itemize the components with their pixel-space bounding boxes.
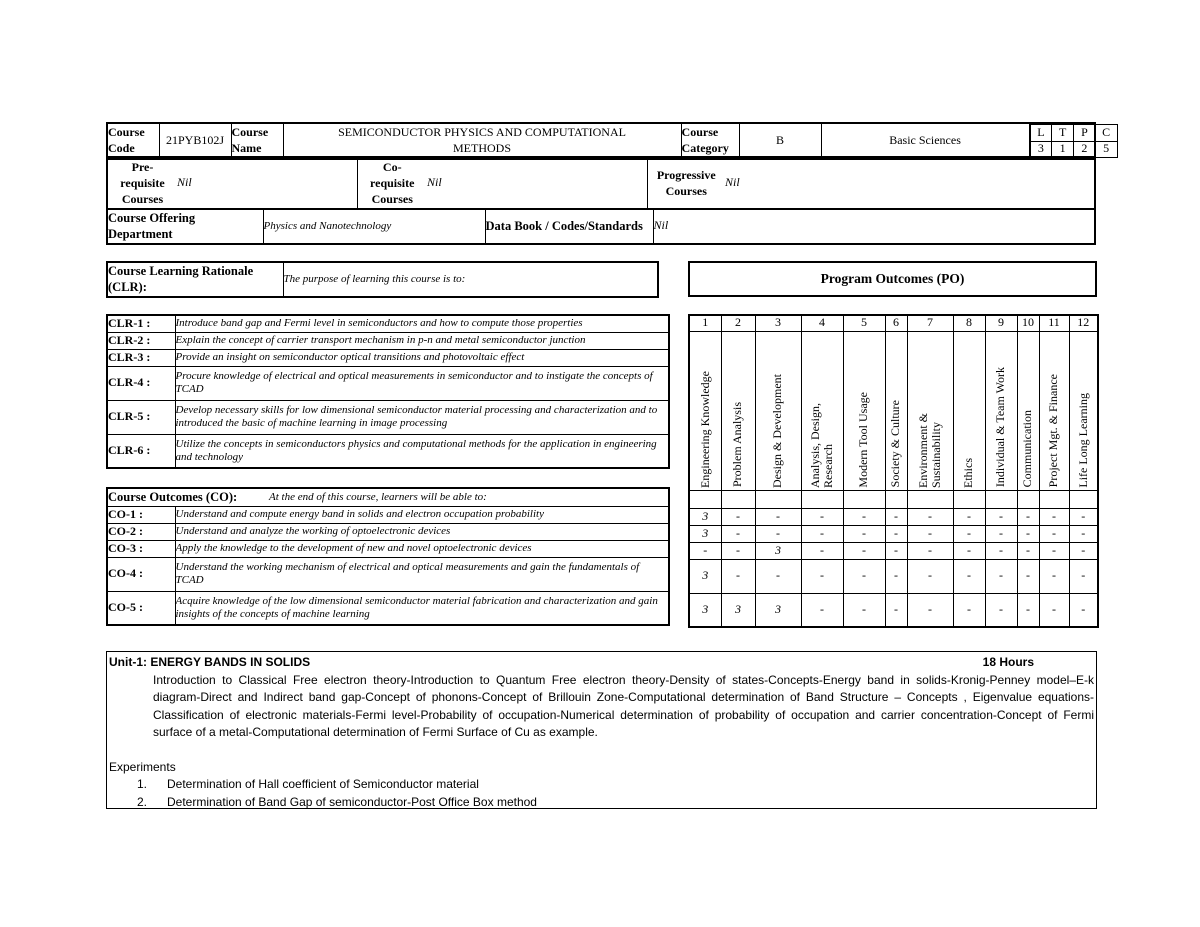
po-name-wrap (722, 332, 755, 490)
experiment-text: Determination of Band Gap of semiconductor-Post Office Box method (167, 794, 537, 809)
po-mapping-value: - (1069, 508, 1098, 525)
po-name-cell (755, 331, 801, 490)
po-name: Individual & Team Work (993, 367, 1008, 488)
clr-code: CLR-5 : (107, 400, 175, 434)
po-name-wrap (986, 332, 1017, 490)
po-mapping-value: - (953, 593, 985, 627)
po-mapping-value: - (801, 508, 843, 525)
ltpc-label: C (1095, 125, 1117, 142)
po-mapping-value: - (801, 542, 843, 559)
co-label: Course Outcomes (CO): (107, 488, 175, 506)
po-mapping-value: - (1017, 525, 1039, 542)
offering-table (106, 208, 1096, 245)
po-mapping-value: 3 (721, 593, 755, 627)
po-mapping-value: - (885, 525, 907, 542)
po-name: Design & Development (770, 373, 785, 488)
co-code: CO-3 : (107, 540, 175, 557)
clr-text: Explain the concept of carrier transport mechanism in p-n and metal semiconductor junction (175, 332, 669, 349)
ltpc-value: 2 (1074, 141, 1096, 158)
po-mapping-value: - (907, 542, 953, 559)
co-code: CO-2 : (107, 523, 175, 540)
po-name-wrap (1070, 332, 1098, 490)
po-co-row (689, 542, 1098, 559)
po-mapping-value: - (801, 593, 843, 627)
po-mapping-value: - (1039, 542, 1069, 559)
po-blank-cell (801, 490, 843, 508)
po-name: Project Mgt. & Finance (1046, 374, 1061, 488)
po-name: Ethics (961, 457, 976, 488)
po-mapping-value: 3 (689, 525, 721, 542)
po-mapping-value: 3 (755, 593, 801, 627)
experiment-number: 1. (137, 777, 148, 791)
po-name-cell (953, 331, 985, 490)
clr-text: Utilize the concepts in semiconductors physics and computational methods for the application in engineering and technology (175, 434, 669, 468)
po-mapping-value: - (1069, 525, 1098, 542)
po-name: Life Long Learning (1075, 392, 1090, 488)
co-code: CO-4 : (107, 557, 175, 591)
po-mapping-value: - (885, 559, 907, 593)
requisites-table (106, 156, 1096, 210)
po-mapping-value: 3 (755, 542, 801, 559)
po-name: Communication (1020, 410, 1035, 488)
po-name-wrap (844, 332, 885, 490)
po-number: 5 (843, 315, 885, 331)
po-mapping-value: - (907, 525, 953, 542)
po-mapping-value: - (721, 508, 755, 525)
po-co-row (689, 508, 1098, 525)
po-mapping-value: - (907, 593, 953, 627)
ltpc-value: 5 (1095, 141, 1117, 158)
unit-hours: 18 Hours (982, 655, 1034, 669)
po-mapping-value: - (1039, 593, 1069, 627)
po-number: 7 (907, 315, 953, 331)
po-number: 10 (1017, 315, 1039, 331)
unit-box (106, 651, 1097, 809)
po-number: 4 (801, 315, 843, 331)
category-name: Basic Sciences (821, 123, 1029, 159)
po-name-cell (801, 331, 843, 490)
po-name-wrap (908, 332, 953, 490)
clr-text: Develop necessary skills for low dimensional semiconductor material processing and characterization and to introduced the basic of machine learning in image processing (175, 400, 669, 434)
po-title: Program Outcomes (PO) (689, 262, 1096, 296)
clr-header (106, 261, 659, 298)
co-code: CO-5 : (107, 591, 175, 625)
po-number: 3 (755, 315, 801, 331)
course-header-table (106, 122, 1111, 160)
po-mapping-value: - (985, 525, 1017, 542)
po-mapping-value: - (755, 525, 801, 542)
po-blank-cell (985, 490, 1017, 508)
po-blank-cell (1039, 490, 1069, 508)
po-mapping-value: - (1017, 508, 1039, 525)
clr-text: Introduce band gap and Fermi level in semiconductors and how to compute those properties (175, 315, 669, 332)
po-mapping-value: - (953, 525, 985, 542)
clr-code: CLR-3 : (107, 349, 175, 366)
po-name-cell (985, 331, 1017, 490)
clr-code: CLR-2 : (107, 332, 175, 349)
po-matrix (688, 314, 1099, 628)
po-mapping-value: - (843, 542, 885, 559)
course-category-value: B (739, 123, 821, 159)
po-name-row (689, 331, 1098, 490)
co-text: Understand and compute energy band in solids and electron occupation probability (175, 506, 669, 523)
databook-value: Nil (653, 209, 1095, 244)
po-mapping-value: - (755, 559, 801, 593)
unit-body: Introduction to Classical Free electron theory-Introduction to Quantum Free electron theory-Density of states-Concepts-Energy band in solids-Kronig-Penney model–E-k diagram-Direct and Indirect band gap-Concept of phonons-Concept of Brillouin Zone-Computational determination of Band Structure – Concepts , Eigenvalue equations- Classification of electronic materials-Fermi level-Probability of occupation-Numerical determination of probability of occupation and carrier concentration-Concept of Fermi surface of a metal-Computational determination of Fermi Surface of Cu as example. (153, 672, 1094, 739)
po-name-cell (689, 331, 721, 490)
po-name-cell (1017, 331, 1039, 490)
po-mapping-value: - (1017, 559, 1039, 593)
po-name-cell (1069, 331, 1098, 490)
po-mapping-value: 3 (689, 559, 721, 593)
po-name-cell (907, 331, 953, 490)
clr-label: Course Learning Rationale (CLR): (107, 262, 283, 297)
po-mapping-value: - (689, 542, 721, 559)
co-text: Understand and analyze the working of optoelectronic devices (175, 523, 669, 540)
coreq-label: Co-requisite Courses (357, 157, 427, 209)
po-blank-cell (1017, 490, 1039, 508)
ltpc-label: T (1052, 125, 1074, 142)
course-name-value: SEMICONDUCTOR PHYSICS AND COMPUTATIONAL METHODS (283, 123, 681, 159)
po-mapping-value: - (953, 542, 985, 559)
po-mapping-value: - (1069, 593, 1098, 627)
po-mapping-value: - (1069, 559, 1098, 593)
co-table (106, 487, 670, 626)
po-mapping-value: - (801, 525, 843, 542)
co-intro-text: At the end of this course, learners will be able to: (269, 490, 487, 503)
po-mapping-value: - (985, 542, 1017, 559)
clr-table (106, 314, 670, 469)
co-text: Apply the knowledge to the development of new and novel optoelectronic devices (175, 540, 669, 557)
po-mapping-value: - (1039, 508, 1069, 525)
po-number: 12 (1069, 315, 1098, 331)
po-name-wrap (756, 332, 801, 490)
po-mapping-value: - (985, 559, 1017, 593)
clr-code: CLR-1 : (107, 315, 175, 332)
offering-label: Course Offering Department (107, 209, 263, 244)
po-mapping-value: - (1039, 559, 1069, 593)
experiment-item (109, 794, 1096, 812)
po-number: 11 (1039, 315, 1069, 331)
clr-text: Procure knowledge of electrical and optical measurements in semiconductor and to instigate the concepts of TCAD (175, 366, 669, 400)
ltpc-cell (1029, 123, 1111, 159)
po-mapping-value: - (721, 542, 755, 559)
po-blank-cell (1069, 490, 1098, 508)
po-mapping-value: 3 (689, 593, 721, 627)
po-mapping-value: - (843, 559, 885, 593)
po-number: 1 (689, 315, 721, 331)
po-blank-cell (907, 490, 953, 508)
po-mapping-value: 3 (689, 508, 721, 525)
po-title-box (688, 261, 1097, 297)
po-blank-row (689, 490, 1098, 508)
prereq-value: Nil (177, 157, 357, 209)
po-blank-cell (689, 490, 721, 508)
po-number: 6 (885, 315, 907, 331)
po-name: Modern Tool Usage (856, 391, 871, 488)
course-name-label: Course Name (231, 123, 283, 159)
offering-value: Physics and Nanotechnology (263, 209, 485, 244)
po-mapping-value: - (721, 559, 755, 593)
po-name-cell (843, 331, 885, 490)
po-name-cell (885, 331, 907, 490)
po-number: 8 (953, 315, 985, 331)
po-mapping-value: - (1017, 542, 1039, 559)
po-mapping-value: - (843, 508, 885, 525)
po-mapping-value: - (985, 508, 1017, 525)
po-name-wrap (1018, 332, 1039, 490)
course-code-label: Course Code (107, 123, 159, 159)
po-mapping-value: - (721, 525, 755, 542)
progressive-value: Nil (725, 157, 1095, 209)
progressive-label: Progressive Courses (647, 157, 725, 209)
po-mapping-value: - (907, 559, 953, 593)
po-mapping-value: - (843, 593, 885, 627)
po-mapping-value: - (885, 593, 907, 627)
po-name-wrap (1040, 332, 1069, 490)
co-text: Acquire knowledge of the low dimensional semiconductor material fabrication and characterization and gain insights of the concepts of machine learning (175, 591, 669, 625)
ltpc-label: P (1074, 125, 1096, 142)
po-name-cell (721, 331, 755, 490)
po-mapping-value: - (885, 542, 907, 559)
clr-purpose: The purpose of learning this course is to: (283, 262, 658, 297)
experiment-item (109, 776, 1096, 794)
po-name-wrap (954, 332, 985, 490)
clr-text: Provide an insight on semiconductor optical transitions and photovoltaic effect (175, 349, 669, 366)
experiment-text: Determination of Hall coefficient of Semiconductor material (167, 777, 479, 791)
po-co-row (689, 525, 1098, 542)
po-blank-cell (843, 490, 885, 508)
po-mapping-value: - (1069, 542, 1098, 559)
co-intro (175, 488, 669, 506)
course-code-value: 21PYB102J (159, 123, 231, 159)
po-mapping-value: - (1017, 593, 1039, 627)
ltpc-value: 3 (1030, 141, 1052, 158)
clr-code: CLR-4 : (107, 366, 175, 400)
ltpc-table (1030, 124, 1118, 158)
po-mapping-value: - (843, 525, 885, 542)
course-category-label: Course Category (681, 123, 739, 159)
po-name-wrap (690, 332, 721, 490)
clr-code: CLR-6 : (107, 434, 175, 468)
po-co-row (689, 559, 1098, 593)
po-mapping-value: - (1039, 525, 1069, 542)
po-mapping-value: - (801, 559, 843, 593)
experiment-number: 2. (137, 794, 148, 809)
po-name: Analysis, Design, Research (807, 402, 835, 488)
po-mapping-value: - (755, 508, 801, 525)
po-co-row (689, 593, 1098, 627)
experiments-label: Experiments (109, 759, 176, 774)
po-number: 9 (985, 315, 1017, 331)
po-name: Engineering Knowledge (697, 370, 712, 488)
prereq-label: Pre-requisite Courses (107, 157, 177, 209)
coreq-value: Nil (427, 157, 647, 209)
po-blank-cell (953, 490, 985, 508)
databook-label: Data Book / Codes/Standards (485, 209, 653, 244)
po-mapping-value: - (953, 508, 985, 525)
po-blank-cell (721, 490, 755, 508)
po-mapping-value: - (985, 593, 1017, 627)
unit-title: Unit-1: ENERGY BANDS IN SOLIDS (109, 655, 311, 669)
po-name: Society & Culture (888, 400, 903, 488)
co-text: Understand the working mechanism of electrical and optical measurements and gain the fundamentals of TCAD (175, 557, 669, 591)
po-mapping-value: - (885, 508, 907, 525)
unit-header (109, 654, 1096, 672)
po-number-row (689, 315, 1098, 331)
po-name-cell (1039, 331, 1069, 490)
po-number: 2 (721, 315, 755, 331)
po-name-wrap (802, 332, 843, 490)
po-blank-cell (885, 490, 907, 508)
co-code: CO-1 : (107, 506, 175, 523)
po-name-wrap (886, 332, 907, 490)
po-name: Problem Analysis (730, 402, 745, 488)
po-name: Environment & Sustainability (915, 412, 943, 488)
ltpc-label: L (1030, 125, 1052, 142)
po-mapping-value: - (907, 508, 953, 525)
ltpc-value: 1 (1052, 141, 1074, 158)
po-blank-cell (755, 490, 801, 508)
po-mapping-value: - (953, 559, 985, 593)
